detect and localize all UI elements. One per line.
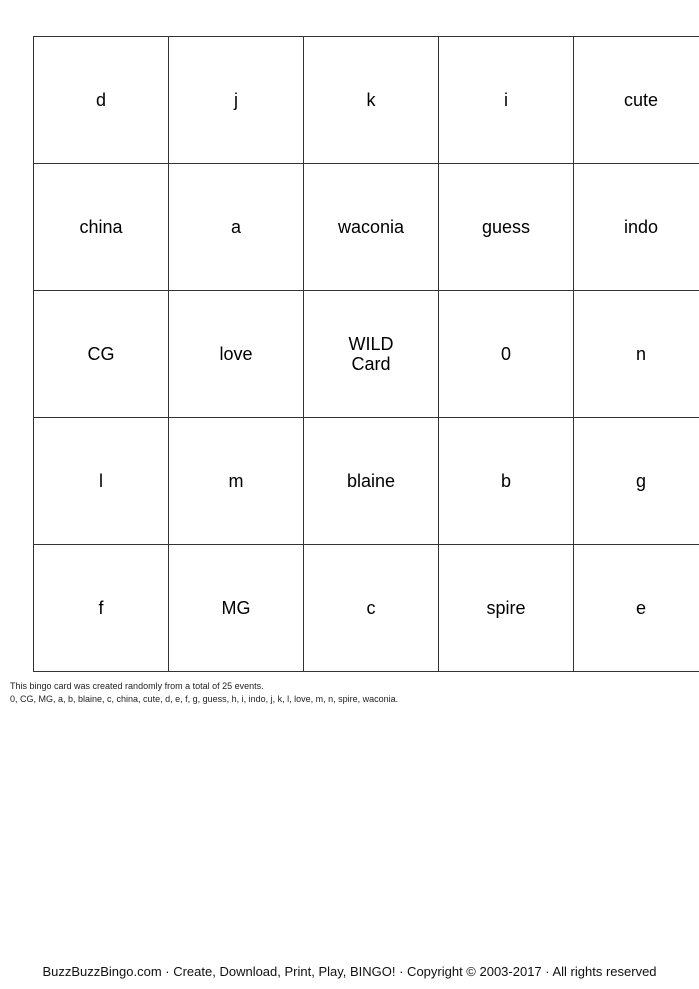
bingo-cell: m bbox=[169, 418, 304, 545]
bingo-row-3 bbox=[34, 291, 699, 418]
bingo-row-5 bbox=[34, 545, 699, 672]
bingo-cell: i bbox=[439, 37, 574, 164]
bingo-free-cell: WILD Card bbox=[304, 291, 439, 418]
card-info-text: This bingo card was created randomly from a total of 25 events. bbox=[10, 681, 264, 691]
bingo-cell: CG bbox=[34, 291, 169, 418]
bingo-cell: indo bbox=[574, 164, 699, 291]
bingo-cell: blaine bbox=[304, 418, 439, 545]
bingo-cell: g bbox=[574, 418, 699, 545]
bingo-row-2 bbox=[34, 164, 699, 291]
bingo-cell: spire bbox=[439, 545, 574, 672]
bingo-cell: cute bbox=[574, 37, 699, 164]
bingo-cell: d bbox=[34, 37, 169, 164]
bingo-cell: love bbox=[169, 291, 304, 418]
bingo-cell: c bbox=[304, 545, 439, 672]
bingo-row-4 bbox=[34, 418, 699, 545]
bingo-cell: j bbox=[169, 37, 304, 164]
page-footer: BuzzBuzzBingo.com · Create, Download, Print, Play, BINGO! · Copyright © 2003-2017 · All rights reserved bbox=[42, 964, 657, 979]
bingo-cell: 0 bbox=[439, 291, 574, 418]
event-list-text: 0, CG, MG, a, b, blaine, c, china, cute, d, e, f, g, guess, h, i, indo, j, k, l, love, m, n, spire, waconia. bbox=[10, 694, 399, 704]
bingo-cell: k bbox=[304, 37, 439, 164]
bingo-row-1 bbox=[34, 37, 699, 164]
bingo-cell: MG bbox=[169, 545, 304, 672]
bingo-cell: guess bbox=[439, 164, 574, 291]
bingo-cell: n bbox=[574, 291, 699, 418]
bingo-cell: china bbox=[34, 164, 169, 291]
bingo-card-body bbox=[34, 37, 699, 672]
bingo-cell: e bbox=[574, 545, 699, 672]
bingo-cell: waconia bbox=[304, 164, 439, 291]
bingo-cell: f bbox=[34, 545, 169, 672]
bingo-cell: b bbox=[439, 418, 574, 545]
bingo-cell: a bbox=[169, 164, 304, 291]
bingo-cell: l bbox=[34, 418, 169, 545]
bingo-card bbox=[33, 36, 699, 672]
